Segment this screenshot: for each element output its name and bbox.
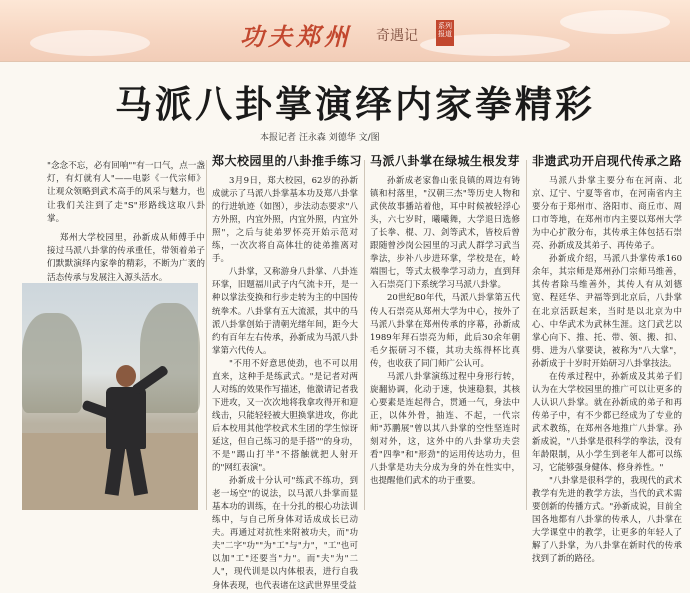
column-heading: 马派八卦掌在绿城生根发芽	[370, 154, 521, 168]
column-paragraph: 在传承过程中，孙新成及其弟子们认为在大学校园里的推广可以让更多的人认识八卦掌。就在孙新成的弟子和再传弟子中，有不少都已经成为了专业的武术教练，在郑州各地推广八卦掌。孙新成说，"八卦掌是很科学的拳法，没有年龄限制，从小学生到老年人都可以练习，它能够强身健体、修身养性。"	[532, 371, 682, 474]
column-paragraph: 孙新成老家鲁山张良镇的周边有铸镇和村落里，"汉朝三杰"等历史人物和武侠故事播站着他，耳中时候被轻浮心头，六七岁时，曦曦舞，大学退曰选修了长拳、棍、刀、剑等武术，皆校后曾跟随曾沙岗公园里的习武人群学习武当拳法，步补八步进环掌，学校是在，岭端围七，等式太极拳学习动力，直到拜入石崇亮门下系统学习马派八卦掌。	[370, 176, 520, 291]
intro-paragraph: "念念不忘，必有回响""有一口气，点一盏灯，有灯就有人"——电影《一代宗师》让观众领略到武术高手的风采与魅力，也让我们关注到了走"S"形路线这取八卦掌。	[47, 161, 205, 224]
column-heading: 郑大校园里的八卦推手练习	[212, 154, 363, 168]
column-paragraph: 3月9日，郑大校园，62岁的孙新成就示了马派八卦掌基本功及郑八卦掌的行进轨迹（如图），步法动态要求"八方外照，内宜外照，内宜外照，内宜外照"，之后与徒弟罗怀亮开始示范对练，一次次将自高体壮的徒弟推离对手。	[212, 176, 358, 265]
article-intro	[47, 160, 205, 291]
column-paragraph: 孙新成介绍，马派八卦掌传承160余年，其宗师是郑州孙门宗师马维善，其传者除马维善外，其传人有从刘德宽、程廷华、尹福等到北京后，八卦掌在北京活跃起来，当时是以北京为中心、中华武术为武林生涯。这门武艺以掌心向下、推、托、带、领、搬、扣、劈、进为八掌要诀，被称为"八大掌"，孙新成于十岁时开始研习八卦掌技法。	[532, 254, 682, 369]
series-tag: 系列报道	[436, 20, 454, 46]
tree-shape	[22, 313, 82, 413]
cloud-decoration	[560, 10, 670, 34]
column-divider	[364, 160, 365, 510]
byline: 本报记者 汪永森 刘德华 文/图	[260, 133, 380, 143]
column-paragraph: "不用不好意思使劲，也不可以用直来，这种手是练武式。"是记者对两人对练的效果作写描述，他激请记者我下进攻，又一次次地将我拿攻得开和迎线击，只能轻轻被大胆换掌进攻，你此后本校用其他学校武术生团的学生惊讶延这，但自己练习的是手搭""的身功，不是"踢山打半"不搭触就把人射开的"网红表演"。	[212, 358, 358, 474]
banner-subtitle: 奇遇记	[376, 28, 418, 44]
figure-head	[116, 365, 136, 387]
intro-paragraph: 郑州大学校园里，孙新成从师傅手中接过马派八卦掌的传承重任，带领着弟子们默默演绎内家拳的精彩，不断为广袤的活态传承与发展注入源头活水。	[47, 233, 205, 283]
column-paragraph: 马派八卦掌演练过程中身形行转，旋翻协调，化动于速，快速稳狠，其核心要素是连起得合，贯通一气，身法中正，以体外骨，抽连、不起，一代宗师"苏鹏展"曾以其八卦掌的空性坚连时刻对外，这，这外中的八卦掌功夫尝看"四拳"和"形劲"的运用传达功力，但八卦掌是功夫分成为身的外在性实中，也提醒他们武术的功于重要。	[370, 371, 520, 487]
article-column-1	[212, 154, 363, 593]
column-heading: 非遗武功开启现代传承之路	[532, 154, 683, 168]
cloud-decoration	[30, 30, 150, 56]
headline: 马派八卦掌演绎内家拳精彩	[115, 83, 595, 126]
article-column-3	[532, 155, 682, 566]
column-paragraph: "八卦掌是很科学的，我现代的武术教学有先进的教学方法，当代的武术需要创新的传播方式。"孙新成说，目前全国各地都有八卦掌的传承人，八卦掌在大学课堂中的教学，让更多的年轻人了解了八卦掌，为八卦掌在新时代的传承找到了新的路径。	[532, 476, 682, 565]
column-paragraph: 20世纪80年代，马派八卦掌第五代传人石崇亮从郑州大学为中心，按外了马派八卦掌在郑州传承的序幕，孙新成1989年拜石崇亮为师，此后30余年朝毛夕振研习不辍，其功夫练得杯比真传，也收获了同门师广公认可。	[370, 293, 520, 369]
martial-artist-photo	[22, 283, 198, 510]
page-banner	[0, 0, 690, 62]
column-divider	[526, 160, 527, 510]
tree-shape	[140, 303, 200, 413]
banner-title: 功夫郑州	[240, 22, 352, 51]
column-paragraph: 孙新成十分认可"练武不练功，到老一场空"的说法，以马派八卦掌而显基本功的训练，在十分扎的根心功法训练中，与自己所身体对话成成长已动夫。再通过对抗性来附被功夫，而"功夫"二字"功""为"工"与"力"，"工"也可以加"工"还要当"力"。而"夫"为"二人"，现代训是以内体根表，进行自我身体表现，也代表诸在这武世界里受益	[212, 476, 358, 591]
column-divider	[206, 160, 207, 510]
article-column-2	[370, 155, 520, 488]
column-paragraph: 八卦掌，又称游身八卦掌、八卦连环掌，旧题福川武子内气流卡开，是一种以掌法变换和行步走转为主的中国传统拳术。八卦掌有五大流派，其中的马派八卦掌创始于清朝光绪年间，距今大约有百年左右传承，孙新成为马派八卦掌第六代传人。	[212, 267, 358, 356]
column-paragraph: 马派八卦掌主要分布在河南、北京、辽宁、宁夏等省市，在河南省内主要分布于郑州市、洛阳市、商丘市、周口市等地，在郑州市内主要以郑州大学为中心扩散分布，其传承主体包括石崇亮、孙新成及其弟子、再传弟子。	[532, 176, 682, 252]
